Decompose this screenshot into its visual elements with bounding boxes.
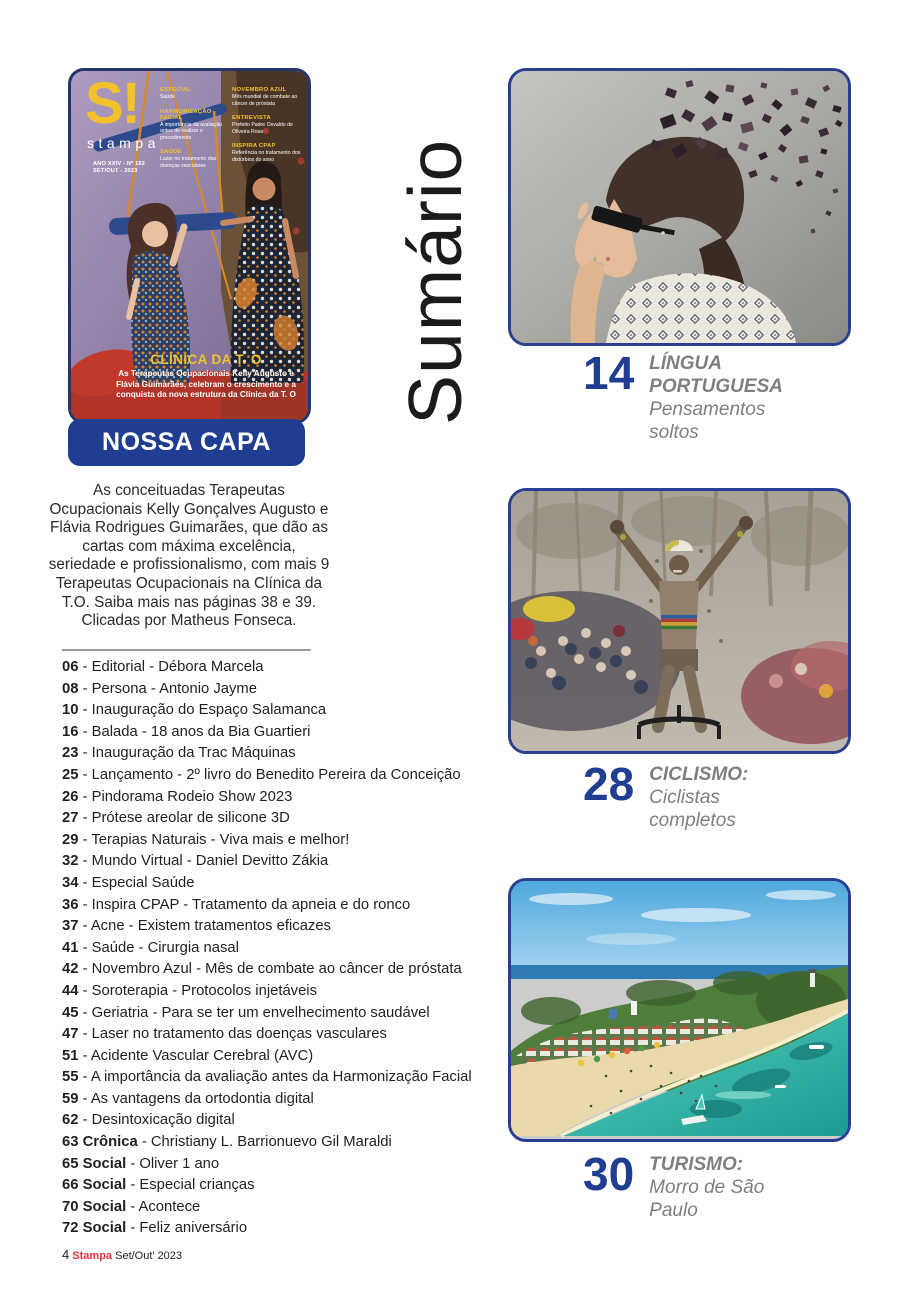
toc-entry-text: - Feliz aniversário <box>130 1220 248 1237</box>
toc-page-number: 25 <box>62 766 79 783</box>
feature-caption-lingua-portuguesa <box>583 347 783 444</box>
footer-page-number: 4 <box>62 1247 70 1262</box>
toc-entry-text: - Novembro Azul - Mês de combate ao câncer de próstata <box>82 961 462 978</box>
toc-entry <box>62 1134 492 1156</box>
cover-headline-text: Prefeito Padre Osvaldo de Oliveira Rosa <box>232 122 293 135</box>
toc-page-number: 45 <box>62 1004 79 1021</box>
cover-headline-title: INSPIRA CPAP <box>232 143 276 150</box>
nossa-capa-banner: NOSSA CAPA <box>68 419 305 466</box>
toc-entry-text: - Soroterapia - Protocolos injetáveis <box>82 982 317 999</box>
toc-entry-text: - Editorial - Débora Marcela <box>82 659 264 675</box>
cover-headline-title: ESPECIAL <box>160 87 192 93</box>
page-title: Sumário <box>393 138 477 425</box>
toc-entry <box>62 940 492 962</box>
toc-entry <box>62 832 492 854</box>
toc-page-number: 55 <box>62 1069 79 1086</box>
toc-page-number: 23 <box>62 745 79 762</box>
toc-entry <box>62 810 492 832</box>
feature-category: LÍNGUA PORTUGUESA <box>649 353 783 397</box>
toc-page-number: 37 <box>62 918 79 935</box>
cover-headline-title: NOVEMBRO AZUL <box>232 87 287 93</box>
page-footer <box>62 1247 182 1262</box>
toc-section-label: Social <box>82 1155 127 1172</box>
toc-page-number: 72 <box>62 1220 79 1237</box>
cover-headline <box>232 143 302 163</box>
toc-section-label: Social <box>82 1198 127 1215</box>
toc-entry-text: - Saúde - Cirurgia nasal <box>82 939 239 956</box>
footer-issue: Set/Out' 2023 <box>115 1250 183 1262</box>
toc-entry <box>62 1026 492 1048</box>
cover-headline <box>160 149 224 169</box>
toc-page-number: 08 <box>62 680 79 697</box>
toc-entry-text: - Geriatria - Para se ter um envelhecimento saudável <box>82 1004 430 1021</box>
toc-page-number: 32 <box>62 853 79 870</box>
toc-entry <box>62 767 492 789</box>
cover-headline-text: A importância da avaliação antes de realizar o procedimento <box>160 121 222 141</box>
feature-page-number: 28 <box>583 758 635 810</box>
divider-line <box>62 649 311 651</box>
toc-entry <box>62 745 492 767</box>
cover-issue-info <box>93 161 145 175</box>
toc-entry <box>62 1156 492 1178</box>
cover-headline <box>160 87 224 101</box>
feature-caption-ciclismo <box>583 758 769 832</box>
toc-section-label: Social <box>82 1177 127 1194</box>
magazine-logo: S! <box>85 71 139 136</box>
toc-entry-text: - Balada - 18 anos da Bia Guartieri <box>82 723 311 740</box>
toc-entry-text: - Acontece <box>130 1198 201 1215</box>
toc-entry <box>62 1005 492 1027</box>
cover-headline <box>160 109 224 142</box>
toc-section-label: Social <box>82 1220 127 1237</box>
cover-headlines-right <box>232 87 302 172</box>
feature-subtitle: Pensamentos soltos <box>649 399 766 443</box>
toc-page-number: 34 <box>62 874 79 891</box>
cover-headline-title: ENTREVISTA <box>232 115 271 122</box>
cover-headline <box>232 115 302 135</box>
feature-category: TURISMO: <box>649 1154 744 1175</box>
toc-entry <box>62 724 492 746</box>
toc-entry-text: - As vantagens da ortodontia digital <box>82 1090 314 1107</box>
toc-page-number: 41 <box>62 939 79 956</box>
toc-entry-text: - A importância da avaliação antes da Harmonização Facial <box>82 1069 472 1086</box>
toc-entry <box>62 961 492 983</box>
toc-entry <box>62 1069 492 1091</box>
toc-entry-text: - Especial Saúde <box>82 874 195 891</box>
toc-entry-text: - Christiany L. Barrionuevo Gil Maraldi <box>141 1134 392 1151</box>
toc-section-label: Crônica <box>82 1134 138 1151</box>
cover-headline-text: Saúde <box>160 94 176 100</box>
toc-entry <box>62 681 492 703</box>
toc-entry-text: - Especial crianças <box>130 1177 255 1194</box>
toc-page-number: 47 <box>62 1026 79 1043</box>
toc-entry <box>62 875 492 897</box>
toc-entry-text: - Oliver 1 ano <box>130 1155 220 1172</box>
toc-page-number: 51 <box>62 1047 79 1064</box>
cover-issue-line1: ANO XXIV - Nº 162 <box>93 161 146 167</box>
cover-issue-line2: SET/OUT - 2023 <box>93 168 138 175</box>
feature-caption-turismo <box>583 1148 769 1222</box>
toc-entry-text: - Inauguração da Trac Máquinas <box>82 745 296 762</box>
toc-page-number: 26 <box>62 788 79 805</box>
toc-entry <box>62 1220 492 1242</box>
toc-page-number: 16 <box>62 723 79 740</box>
feature-subtitle: Morro de São Paulo <box>649 1177 765 1221</box>
toc-entry-text: - Lançamento - 2º livro do Benedito Pereira da Conceição <box>82 766 461 783</box>
toc-entry-text: - Mundo Virtual - Daniel Devitto Zákia <box>82 853 329 870</box>
toc-page-number: 36 <box>62 896 79 913</box>
toc-entry-text: - Inauguração do Espaço Salamanca <box>82 702 327 719</box>
toc-entry-text: - Pindorama Rodeio Show 2023 <box>82 788 293 805</box>
cover-headlines-left <box>160 87 224 178</box>
toc-entry-text: - Persona - Antonio Jayme <box>82 680 257 697</box>
toc-page-number: 66 <box>62 1177 79 1194</box>
toc-page-number: 59 <box>62 1090 79 1107</box>
toc-entry <box>62 918 492 940</box>
cover-headline-text: Laser no tratamento das doenças vasculares <box>160 156 217 169</box>
toc-page-number: 62 <box>62 1112 79 1129</box>
feature-page-number: 30 <box>583 1148 635 1200</box>
cover-description: As conceituadas Terapeutas Ocupacionais Kelly Gonçalves Augusto e Flávia Rodrigues Guimarães, que dão as cartas com máxima excelência, seriedade e profissionalismo, com mais 9 Terapeutas Ocupacionais na Clínica da T.O. Saiba mais nas páginas 38 e 39. Clicadas por Matheus Fonseca. <box>48 482 330 630</box>
toc-entry <box>62 1048 492 1070</box>
toc-entry <box>62 983 492 1005</box>
feature-page-number: 14 <box>583 347 635 399</box>
toc-page-number: 42 <box>62 961 79 978</box>
cover-headline <box>232 87 302 107</box>
toc-page-number: 27 <box>62 810 79 827</box>
toc-entry <box>62 1199 492 1221</box>
toc-entry-text: - Desintoxicação digital <box>82 1112 235 1129</box>
table-of-contents <box>62 659 492 1242</box>
toc-entry-text: - Inspira CPAP - Tratamento da apneia e do ronco <box>82 896 411 913</box>
magazine-cover <box>68 68 311 424</box>
toc-entry-text: - Prótese areolar de silicone 3D <box>82 810 290 827</box>
feature-image-lingua-portuguesa <box>508 68 851 346</box>
cover-feature-title: CLÍNICA DA T. O <box>150 352 262 367</box>
feature-subtitle: Ciclistas completos <box>649 787 736 831</box>
toc-entry-text: - Terapias Naturais - Viva mais e melhor! <box>82 831 350 848</box>
toc-page-number: 10 <box>62 702 79 719</box>
toc-entry <box>62 789 492 811</box>
toc-entry <box>62 702 492 724</box>
toc-page-number: 29 <box>62 831 79 848</box>
cover-feature-block <box>111 352 301 401</box>
toc-page-number: 63 <box>62 1134 79 1151</box>
toc-entry <box>62 1091 492 1113</box>
feature-image-ciclismo <box>508 488 851 754</box>
toc-page-number: 65 <box>62 1155 79 1172</box>
toc-page-number: 06 <box>62 659 79 675</box>
magazine-logo-word: stampa <box>87 135 160 151</box>
feature-image-turismo <box>508 878 851 1142</box>
toc-entry-text: - Acne - Existem tratamentos eficazes <box>82 918 331 935</box>
toc-entry <box>62 1177 492 1199</box>
toc-entry <box>62 897 492 919</box>
cover-headline-text: Mês mundial de combate ao câncer de próstata <box>232 94 298 107</box>
footer-brand: Stampa <box>72 1250 113 1262</box>
toc-entry <box>62 853 492 875</box>
toc-page-number: 70 <box>62 1198 79 1215</box>
toc-page-number: 44 <box>62 982 79 999</box>
cover-headline-title: SAÚDE <box>160 149 182 156</box>
toc-entry <box>62 1112 492 1134</box>
toc-entry-text: - Acidente Vascular Cerebral (AVC) <box>82 1047 314 1064</box>
toc-entry-text: - Laser no tratamento das doenças vasculares <box>82 1026 387 1043</box>
cover-headline-title: HARMONIZAÇÃO FACIAL <box>160 108 212 121</box>
toc-entry <box>62 659 492 681</box>
feature-category: CICLISMO: <box>649 764 749 785</box>
cover-headline-text: Referência no tratamento dos distúrbios do sono <box>232 150 301 163</box>
cover-feature-text: As Terapeutas Ocupacionais Kelly Augusto e Flávia Guimarães, celebram o crescimento e a conquista da nova estrutura da Clínica da T. O <box>116 369 296 400</box>
